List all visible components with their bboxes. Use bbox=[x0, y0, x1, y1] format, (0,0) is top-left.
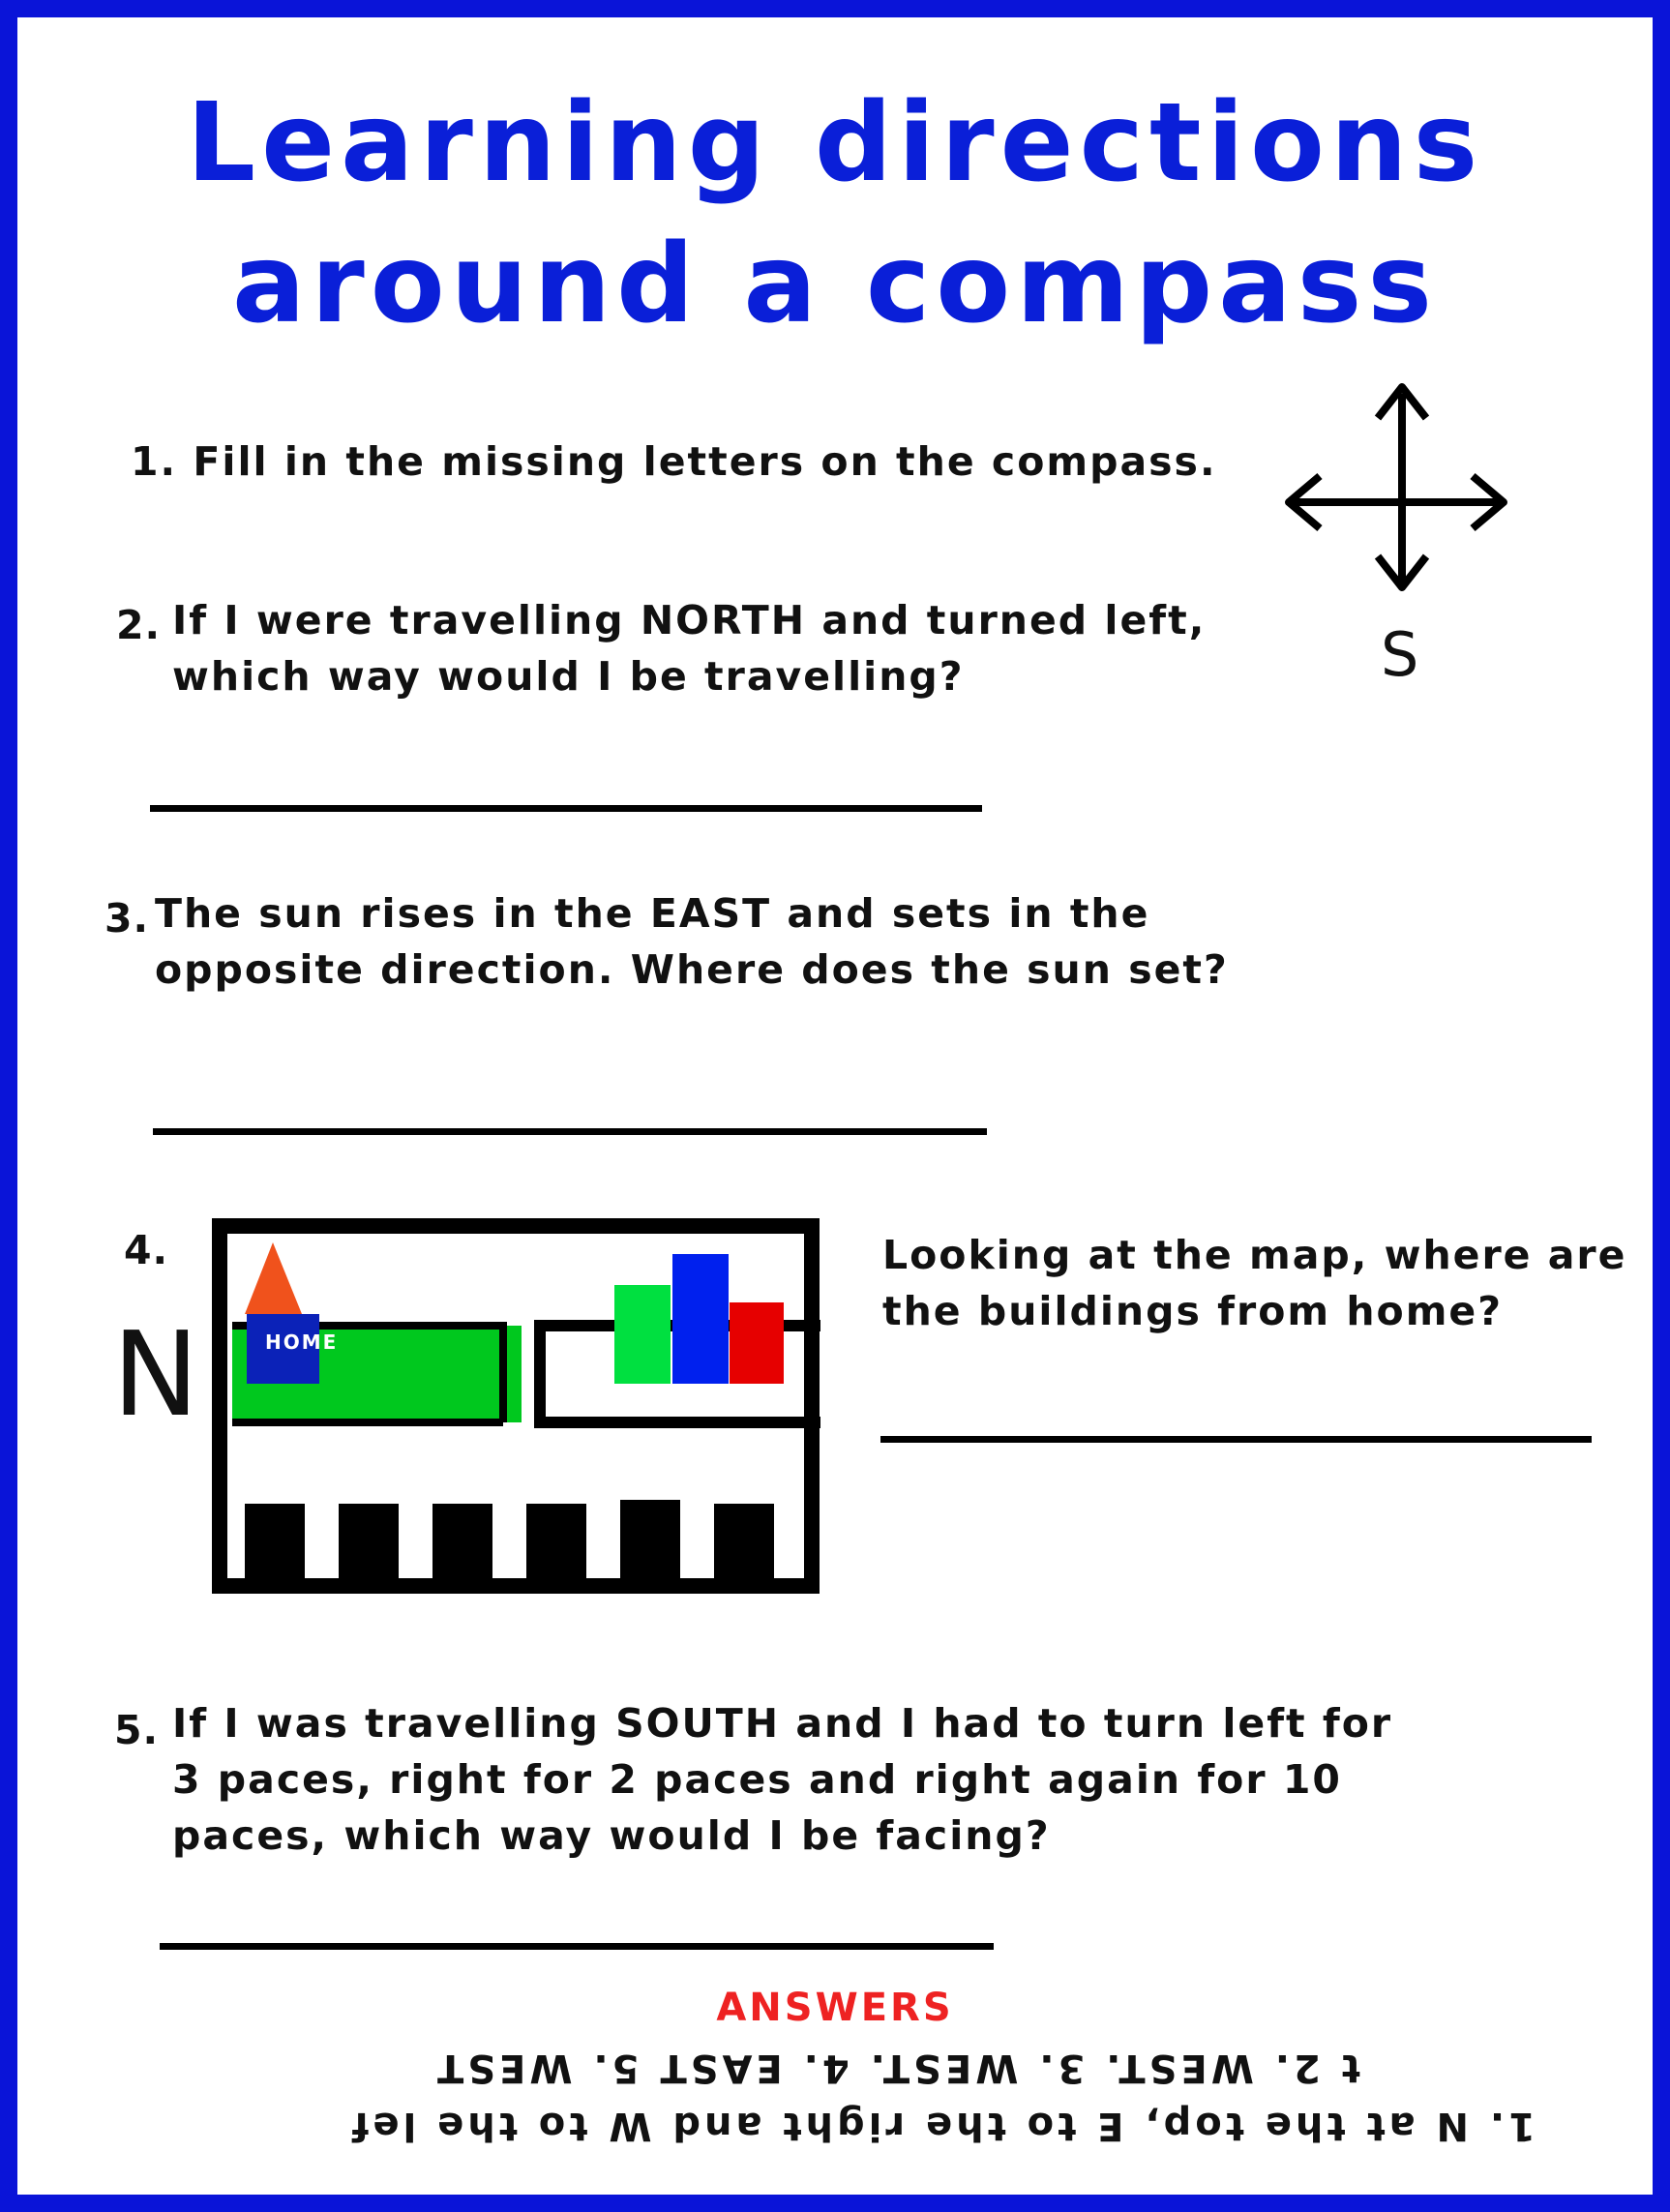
question-2 bbox=[172, 592, 1206, 704]
answers-line-2: t 2. WEST. 3. WEST. 4. EAST 5. WEST bbox=[433, 2046, 1360, 2090]
question-4-line-2: the buildings from home? bbox=[882, 1288, 1504, 1334]
question-5-number: 5. bbox=[114, 1707, 160, 1753]
title-line-1: Learning directions bbox=[186, 80, 1484, 206]
map-diagram bbox=[211, 1217, 820, 1595]
compass-icon bbox=[1277, 379, 1509, 602]
answer-line-3[interactable] bbox=[153, 1128, 987, 1135]
map-north-label: N bbox=[112, 1308, 199, 1443]
parking-block bbox=[714, 1504, 774, 1578]
parking-block bbox=[432, 1504, 492, 1578]
parking-block bbox=[245, 1504, 305, 1578]
question-3-line-2: opposite direction. Where does the sun set? bbox=[155, 946, 1229, 993]
question-5-line-3: paces, which way would I be facing? bbox=[172, 1812, 1051, 1859]
title-line-2: around a compass bbox=[231, 222, 1439, 347]
question-3-number: 3. bbox=[104, 895, 150, 942]
question-5 bbox=[172, 1695, 1392, 1864]
question-1 bbox=[131, 433, 1217, 490]
compass-south-label: S bbox=[1381, 619, 1419, 690]
answers-line-1: 1. N at the top, E to the right and W to the lef bbox=[348, 2104, 1536, 2148]
question-4 bbox=[882, 1227, 1626, 1339]
question-3-line-1: The sun rises in the EAST and sets in the bbox=[155, 890, 1150, 937]
answer-line-5[interactable] bbox=[160, 1943, 994, 1950]
answer-line-4[interactable] bbox=[880, 1436, 1592, 1443]
parking-block bbox=[339, 1504, 399, 1578]
question-2-line-2: which way would I be travelling? bbox=[172, 653, 965, 700]
question-2-line-1: If I were travelling NORTH and turned left, bbox=[172, 597, 1207, 643]
home-label: HOME bbox=[265, 1330, 339, 1354]
building-red bbox=[730, 1302, 784, 1384]
parking-block bbox=[526, 1504, 586, 1578]
building-green bbox=[614, 1285, 671, 1384]
building-blue bbox=[672, 1254, 729, 1384]
answers-heading: ANSWERS bbox=[716, 1986, 954, 2030]
question-4-line-1: Looking at the map, where are bbox=[882, 1232, 1627, 1278]
question-1-number: 1. bbox=[131, 438, 178, 485]
house-roof-icon bbox=[245, 1242, 302, 1314]
answer-line-2[interactable] bbox=[150, 805, 982, 812]
question-2-number: 2. bbox=[116, 602, 162, 648]
parking-block bbox=[620, 1500, 680, 1578]
question-3 bbox=[155, 885, 1229, 998]
question-5-line-1: If I was travelling SOUTH and I had to turn left for bbox=[172, 1700, 1393, 1747]
question-5-line-2: 3 paces, right for 2 paces and right again for 10 bbox=[172, 1756, 1342, 1803]
question-1-text: Fill in the missing letters on the compass. bbox=[193, 438, 1217, 485]
question-4-number: 4. bbox=[124, 1227, 169, 1273]
